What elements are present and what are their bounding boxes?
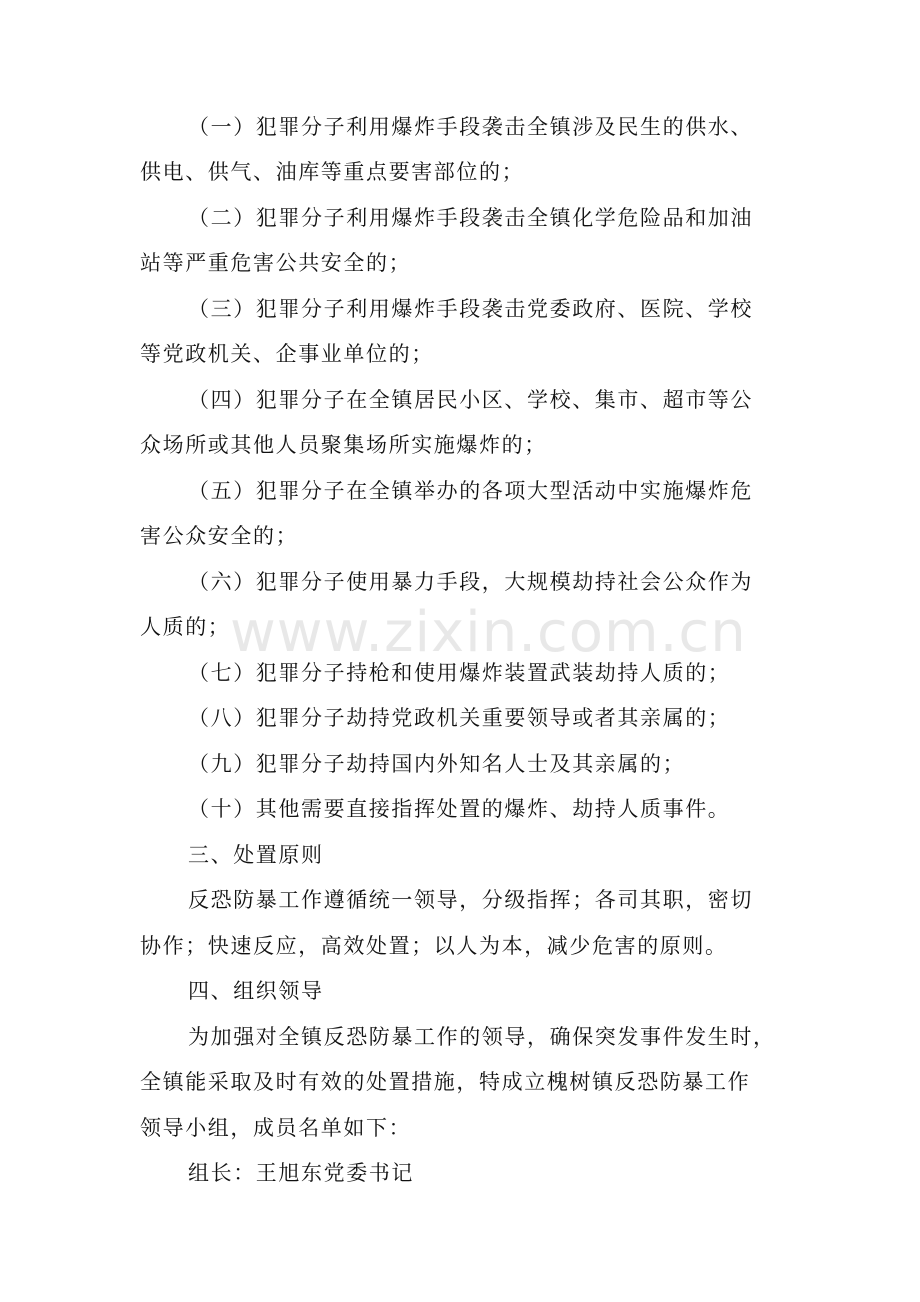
text-line: 全镇能采取及时有效的处置措施，特成立槐树镇反恐防暴工作 [140,1070,751,1094]
text-line: （九）犯罪分子劫持国内外知名人士及其亲属的； [188,752,686,776]
text-line: （三）犯罪分子利用爆炸手段袭击党委政府、医院、学校 [188,297,753,321]
text-line: （六）犯罪分子使用暴力手段，大规模劫持社会公众作为 [188,570,753,594]
text-line: 等党政机关、企事业单位的； [140,342,434,366]
text-line: 反恐防暴工作遵循统一领导，分级指挥；各司其职，密切 [188,888,753,912]
text-line: （八）犯罪分子劫持党政机关重要领导或者其亲属的； [188,706,731,730]
text-line: 组长：王旭东党委书记 [188,1161,414,1185]
text-line: 众场所或其他人员聚集场所实施爆炸的； [140,433,547,457]
text-line: 为加强对全镇反恐防暴工作的领导，确保突发事件发生时， [188,1025,776,1049]
text-line: （十）其他需要直接指挥处置的爆炸、劫持人质事件。 [188,797,731,821]
text-line: 领导小组，成员名单如下： [140,1116,412,1140]
text-line: 人质的； [140,615,231,639]
text-line: （一）犯罪分子利用爆炸手段袭击全镇涉及民生的供水、 [188,115,753,139]
text-line: 害公众安全的； [140,524,299,548]
text-line: 协作；快速反应，高效处置；以人为本，减少危害的原则。 [140,934,728,958]
watermark: www.zixin.com.cn [230,600,747,665]
text-line: 供电、供气、油库等重点要害部位的； [140,160,525,184]
section-heading: 四、组织领导 [188,979,324,1003]
text-line: 站等严重危害公共安全的； [140,251,412,275]
text-line: （二）犯罪分子利用爆炸手段袭击全镇化学危险品和加油 [188,206,753,230]
text-line: （七）犯罪分子持枪和使用爆炸装置武装劫持人质的； [188,661,731,685]
section-heading: 三、处置原则 [188,843,324,867]
text-line: （五）犯罪分子在全镇举办的各项大型活动中实施爆炸危 [188,479,753,503]
text-line: （四）犯罪分子在全镇居民小区、学校、集市、超市等公 [188,388,753,412]
